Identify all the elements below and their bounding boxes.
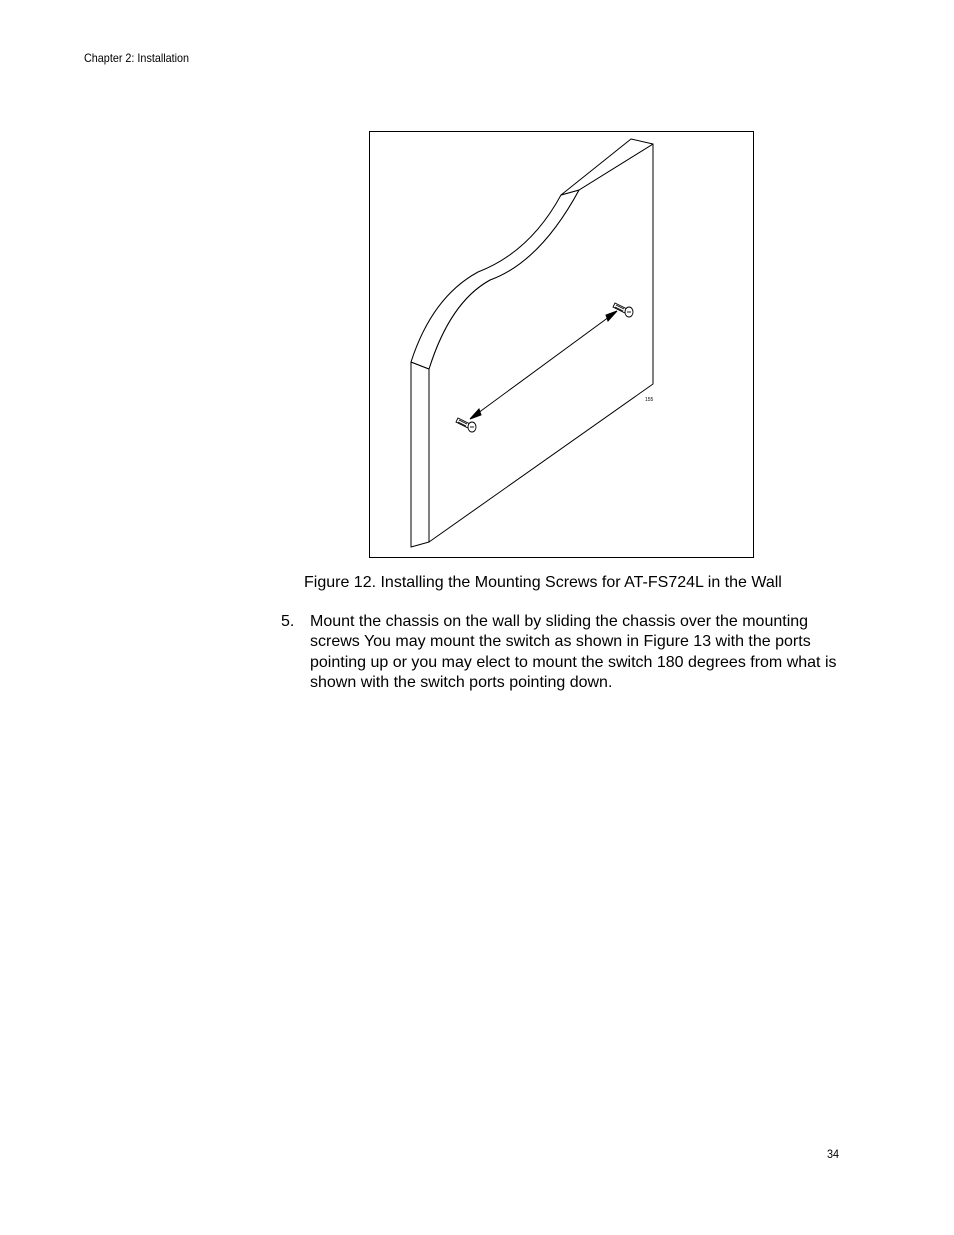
figure-12-illustration (369, 131, 754, 558)
wall-panel-edge (411, 362, 429, 547)
wall-panel-front (429, 144, 653, 542)
figure-art-id: 155 (645, 397, 654, 403)
step-number: 5. (281, 613, 295, 630)
list-item (281, 612, 851, 694)
wall-mount-drawing (370, 132, 753, 557)
figure-caption: Figure 12. Installing the Mounting Screws for AT-FS724L in the Wall (304, 574, 782, 591)
page-number: 34 (827, 1147, 840, 1161)
step-text: Mount the chassis on the wall by sliding the chassis over the mounting screws You may mount the switch as shown in Figure 13 with the ports pointing up or you may elect to mount the switch 180 degrees from what is shown with the switch ports pointing down. (310, 613, 837, 692)
running-head: Chapter 2: Installation (84, 51, 190, 65)
